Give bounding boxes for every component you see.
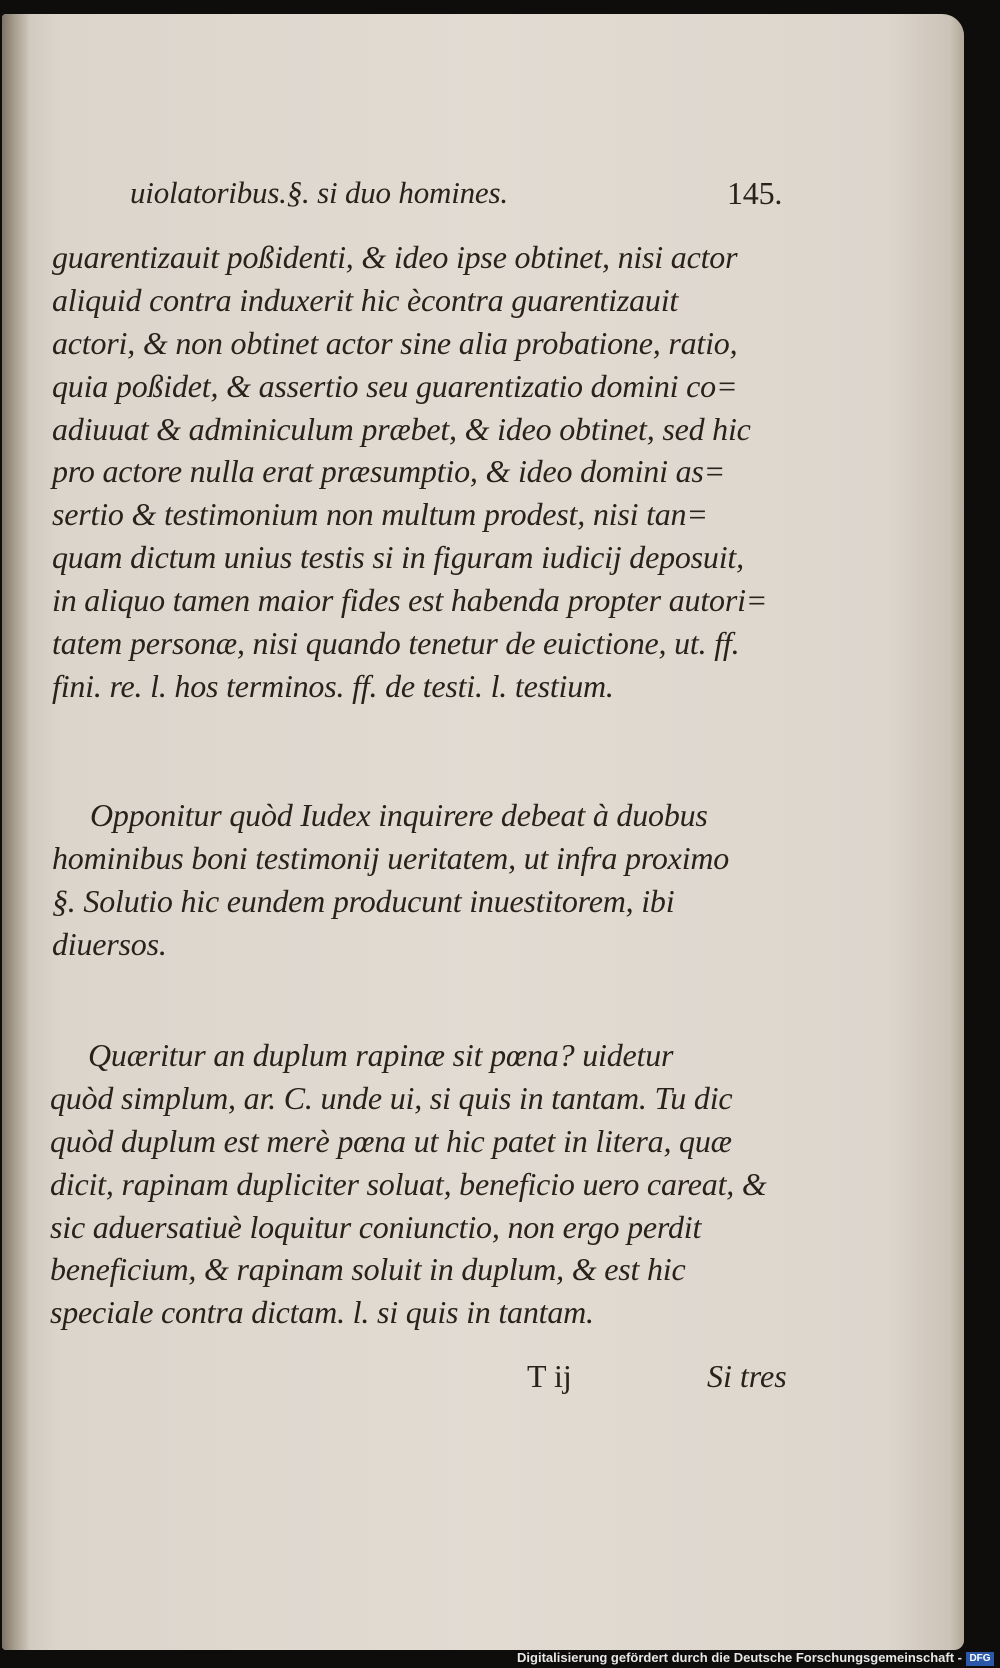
text-line: hominibus boni testimonij ueritatem, ut infra proximo: [52, 839, 730, 876]
text-line: aliquid contra induxerit hic ècontra guarentizauit: [52, 281, 679, 318]
text-line: in aliquo tamen maior fides est habenda propter autori=: [52, 582, 768, 619]
text-line: diuersos.: [52, 925, 167, 962]
text-line: Opponitur quòd Iudex inquirere debeat à duobus: [90, 797, 708, 833]
text-line: dicit, rapinam dupliciter soluat, beneficio uero careat, &: [50, 1165, 767, 1202]
page-edge-shadow: [950, 14, 964, 1650]
text-line: sertio & testimonium non multum prodest, nisi tan=: [52, 496, 708, 533]
running-head: uiolatoribus.§. si duo homines.: [130, 175, 508, 210]
paragraph-3: [50, 1034, 767, 1334]
text-line: quòd simplum, ar. C. unde ui, si quis in tantam. Tu dic: [50, 1079, 733, 1116]
text-line: quia poßidet, & assertio seu guarentizatio domini co=: [52, 367, 738, 404]
text-line: guarentizauit poßidenti, & ideo ipse obtinet, nisi actor: [52, 239, 738, 275]
text-line: sic aduersatiuè loquitur coniunctio, non ergo perdit: [50, 1208, 702, 1245]
text-line: Quæritur an duplum rapinæ sit pœna? uidetur: [88, 1037, 674, 1073]
text-line: adiuuat & adminiculum præbet, & ideo obtinet, sed hic: [52, 410, 751, 447]
catchword: Si tres: [707, 1358, 787, 1394]
signature-mark: T ij: [527, 1358, 572, 1394]
text-line: speciale contra dictam. l. si quis in tantam.: [50, 1294, 594, 1331]
text-line: tatem personæ, nisi quando tenetur de euictione, ut. ff.: [52, 625, 740, 662]
text-line: quòd duplum est merè pœna ut hic patet in litera, quæ: [50, 1122, 732, 1159]
text-line: quam dictum unius testis si in figuram iudicij deposuit,: [52, 539, 744, 576]
text-line: pro actore nulla erat præsumptio, & ideo domini as=: [52, 453, 726, 490]
book-page: [2, 14, 964, 1650]
dfg-logo: DFG: [966, 1652, 994, 1666]
page-number: 145.: [727, 175, 783, 211]
paragraph-1: [52, 236, 767, 708]
text-line: actori, & non obtinet actor sine alia probatione, ratio,: [52, 324, 738, 361]
text-line: beneficium, & rapinam soluit in duplum, & est hic: [50, 1251, 686, 1288]
paragraph-2: [52, 794, 729, 966]
digitization-credit: Digitalisierung gefördert durch die Deutsche Forschungsgemeinschaft -: [517, 1650, 962, 1665]
page-gutter-shadow: [2, 14, 30, 1650]
text-line: §. Solutio hic eundem producunt inuestitorem, ibi: [52, 882, 675, 919]
text-line: fini. re. l. hos terminos. ff. de testi. l. testium.: [52, 667, 614, 704]
